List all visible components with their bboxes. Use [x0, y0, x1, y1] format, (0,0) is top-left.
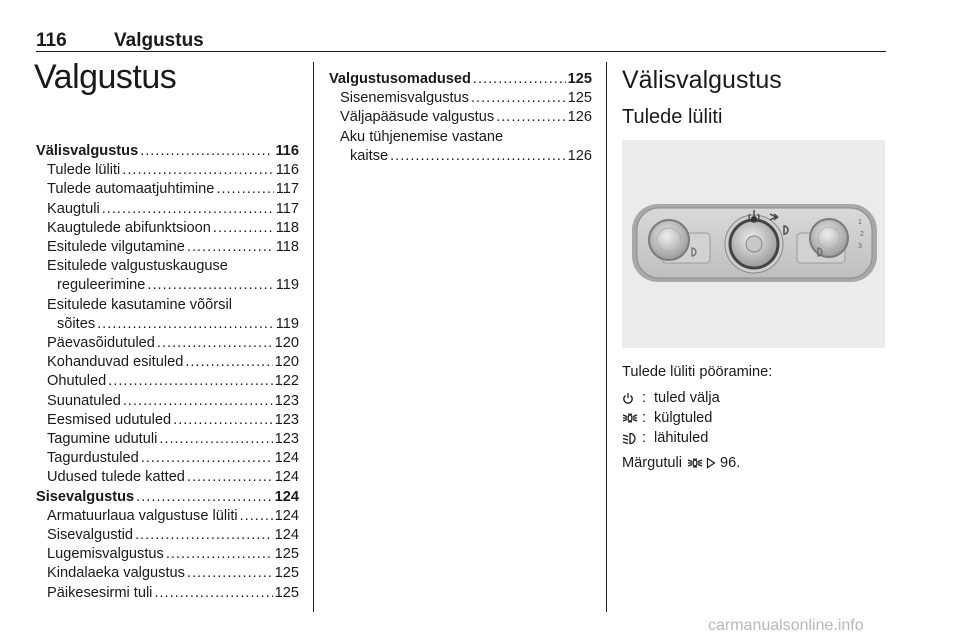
- toc-entry[interactable]: [36, 584, 299, 603]
- toc-entry[interactable]: [36, 411, 299, 430]
- toc-page-number: 125: [274, 584, 299, 601]
- toc-leader-dots: [141, 449, 273, 468]
- figure-caption: Tulede lüliti pööramine:: [622, 364, 773, 380]
- low-beam-icon: [622, 432, 642, 445]
- toc-entry-title: Valgustusomadused: [329, 71, 471, 87]
- toc-page-number: 118: [275, 239, 299, 256]
- light-switch-figure: [622, 140, 885, 348]
- toc-page-number: 117: [275, 200, 299, 217]
- power-icon: [622, 392, 642, 404]
- toc-entry-title: Suunatuled: [47, 392, 121, 409]
- toc-leader-dots: [173, 411, 273, 430]
- toc-entry[interactable]: [329, 147, 592, 166]
- toc-entry-title: Tulede lüliti: [47, 162, 121, 179]
- toc-section-entry[interactable]: [329, 70, 592, 89]
- reference-arrow-icon[interactable]: [706, 457, 716, 469]
- toc-entry[interactable]: [36, 238, 299, 257]
- figure-label-3: 3: [858, 243, 862, 250]
- legend-label: külgtuled: [654, 410, 713, 426]
- toc-page-number: 119: [275, 315, 299, 332]
- toc-page-number: 125: [274, 565, 299, 582]
- toc-page-number: 126: [567, 109, 592, 126]
- toc-page-number: 123: [274, 411, 299, 428]
- toc-entry-title: Eesmised udutuled: [47, 411, 172, 428]
- toc-page-number: 116: [275, 143, 299, 159]
- toc-entry-title: Esitulede vilgutamine: [47, 239, 185, 256]
- figure-label-2: 2: [860, 231, 864, 238]
- legend-label: tuled välja: [654, 390, 720, 406]
- column-divider-left: [313, 62, 314, 612]
- toc-entry[interactable]: [36, 161, 299, 180]
- toc-entry[interactable]: [36, 334, 299, 353]
- toc-leader-dots: [187, 468, 273, 487]
- watermark: carmanualsonline.info: [708, 617, 864, 634]
- toc-entry[interactable]: [36, 449, 299, 468]
- toc-entry-title: sõites: [57, 315, 96, 332]
- indicator-note: [622, 455, 740, 471]
- toc-page-number: 123: [274, 392, 299, 409]
- toc-entry-text: Esitulede kasutamine võõrsil: [47, 296, 232, 313]
- toc-entry-text: Aku tühjenemise vastane: [340, 128, 504, 145]
- toc-entry-title: Armatuurlaua valgustuse lüliti: [47, 507, 238, 524]
- toc-leader-dots: [187, 238, 274, 257]
- toc-leader-dots: [187, 564, 273, 583]
- subsection-title: Tulede lüliti: [622, 106, 723, 128]
- toc-page-number: 125: [567, 90, 592, 107]
- toc-entry[interactable]: [36, 545, 299, 564]
- toc-entry-title: Tulede automaatjuhtimine: [47, 181, 215, 198]
- toc-leader-dots: [123, 392, 273, 411]
- toc-page-number: 126: [567, 147, 592, 164]
- toc-leader-dots: [97, 315, 274, 334]
- toc-entry-title: reguleerimine: [57, 277, 146, 294]
- toc-leader-dots: [496, 108, 565, 127]
- toc-entry-title: kaitse: [350, 147, 389, 164]
- toc-left: [36, 142, 299, 603]
- toc-entry-text: Esitulede valgustuskauguse: [47, 258, 228, 275]
- toc-entry-title: Välisvalgustus: [36, 143, 139, 159]
- toc-section-entry[interactable]: [36, 142, 299, 161]
- legend-row-off: : tuled välja: [622, 388, 720, 408]
- toc-entry[interactable]: [36, 564, 299, 583]
- toc-entry-title: Tagumine udutuli: [47, 431, 158, 448]
- toc-entry-title: Kaugtuli: [47, 200, 100, 217]
- toc-leader-dots: [471, 89, 566, 108]
- side-lights-icon: [687, 457, 703, 469]
- legend-row-low-beam: : lähituled: [622, 428, 720, 448]
- legend-row-side-lights: : külgtuled: [622, 408, 720, 428]
- toc-leader-dots: [157, 334, 273, 353]
- toc-entry[interactable]: [36, 315, 299, 334]
- toc-page-number: 125: [274, 546, 299, 563]
- side-lights-icon: [622, 412, 642, 424]
- toc-entry[interactable]: [36, 372, 299, 391]
- toc-entry[interactable]: [36, 200, 299, 219]
- toc-leader-dots: [166, 545, 273, 564]
- note-page-ref[interactable]: 96.: [720, 455, 741, 471]
- toc-page-number: 120: [274, 354, 299, 371]
- toc-entry[interactable]: [36, 468, 299, 487]
- toc-middle: [329, 70, 592, 166]
- toc-entry[interactable]: [36, 180, 299, 199]
- chapter-title: Valgustus: [34, 58, 177, 96]
- toc-leader-dots: [122, 161, 273, 180]
- toc-entry-title: Kindalaeka valgustus: [47, 565, 185, 582]
- toc-leader-dots: [159, 430, 272, 449]
- toc-entry-title: Päikesesirmi tuli: [47, 584, 153, 601]
- toc-leader-dots: [147, 276, 273, 295]
- toc-page-number: 124: [274, 450, 299, 467]
- header-section-title: Valgustus: [114, 30, 204, 51]
- toc-entry-title: Väljapääsude valgustus: [340, 109, 495, 126]
- toc-page-number: 124: [274, 488, 299, 505]
- toc-leader-dots: [213, 219, 274, 238]
- toc-entry-title: Sisevalgustus: [36, 488, 135, 505]
- legend: [622, 388, 720, 448]
- toc-leader-dots: [390, 147, 566, 166]
- toc-leader-dots: [185, 353, 272, 372]
- column-divider-right: [606, 62, 607, 612]
- toc-entry[interactable]: [329, 89, 592, 108]
- toc-leader-dots: [102, 200, 274, 219]
- toc-entry-title: Lugemisvalgustus: [47, 546, 164, 563]
- toc-entry-title: Ohutuled: [47, 373, 107, 390]
- toc-entry-title: Udused tulede katted: [47, 469, 185, 486]
- toc-leader-dots: [140, 142, 273, 161]
- toc-entry[interactable]: [36, 507, 299, 526]
- toc-entry-title: Sisenemisvalgustus: [340, 90, 469, 107]
- toc-entry[interactable]: [36, 392, 299, 411]
- section-title: Välisvalgustus: [622, 66, 782, 94]
- toc-page-number: 118: [275, 219, 299, 236]
- toc-entry-title: Tagurdustuled: [47, 450, 139, 467]
- header-rule: [36, 51, 886, 52]
- toc-page-number: 116: [275, 162, 299, 179]
- toc-page-number: 119: [275, 277, 299, 294]
- toc-entry[interactable]: [36, 276, 299, 295]
- toc-page-number: 124: [274, 507, 299, 524]
- toc-leader-dots: [216, 180, 273, 199]
- toc-leader-dots: [108, 372, 272, 391]
- toc-leader-dots: [136, 488, 272, 507]
- toc-entry[interactable]: [36, 353, 299, 372]
- toc-page-number: 124: [274, 527, 299, 544]
- toc-entry-title: Kohanduvad esituled: [47, 354, 184, 371]
- toc-entry-title: Päevasõidutuled: [47, 335, 155, 352]
- toc-page-number: 120: [274, 335, 299, 352]
- toc-page-number: 124: [274, 469, 299, 486]
- toc-entry[interactable]: [36, 430, 299, 449]
- figure-label-1: 1: [858, 219, 862, 226]
- toc-page-number: 125: [567, 71, 592, 87]
- toc-entry[interactable]: [36, 219, 299, 238]
- note-text: Märgutuli: [622, 455, 683, 471]
- toc-entry[interactable]: [36, 526, 299, 545]
- toc-entry-title: Kaugtulede abifunktsioon: [47, 219, 211, 236]
- toc-section-entry[interactable]: [36, 488, 299, 507]
- toc-leader-dots: [240, 507, 273, 526]
- toc-page-number: 123: [274, 431, 299, 448]
- toc-entry-title: Sisevalgustid: [47, 527, 133, 544]
- toc-leader-dots: [135, 526, 273, 545]
- toc-page-number: 122: [274, 373, 299, 390]
- toc-leader-dots: [473, 70, 566, 89]
- legend-label: lähituled: [654, 430, 709, 446]
- toc-entry[interactable]: [329, 108, 592, 127]
- toc-leader-dots: [154, 584, 272, 603]
- toc-page-number: 117: [275, 181, 299, 198]
- page-number: 116: [36, 30, 67, 51]
